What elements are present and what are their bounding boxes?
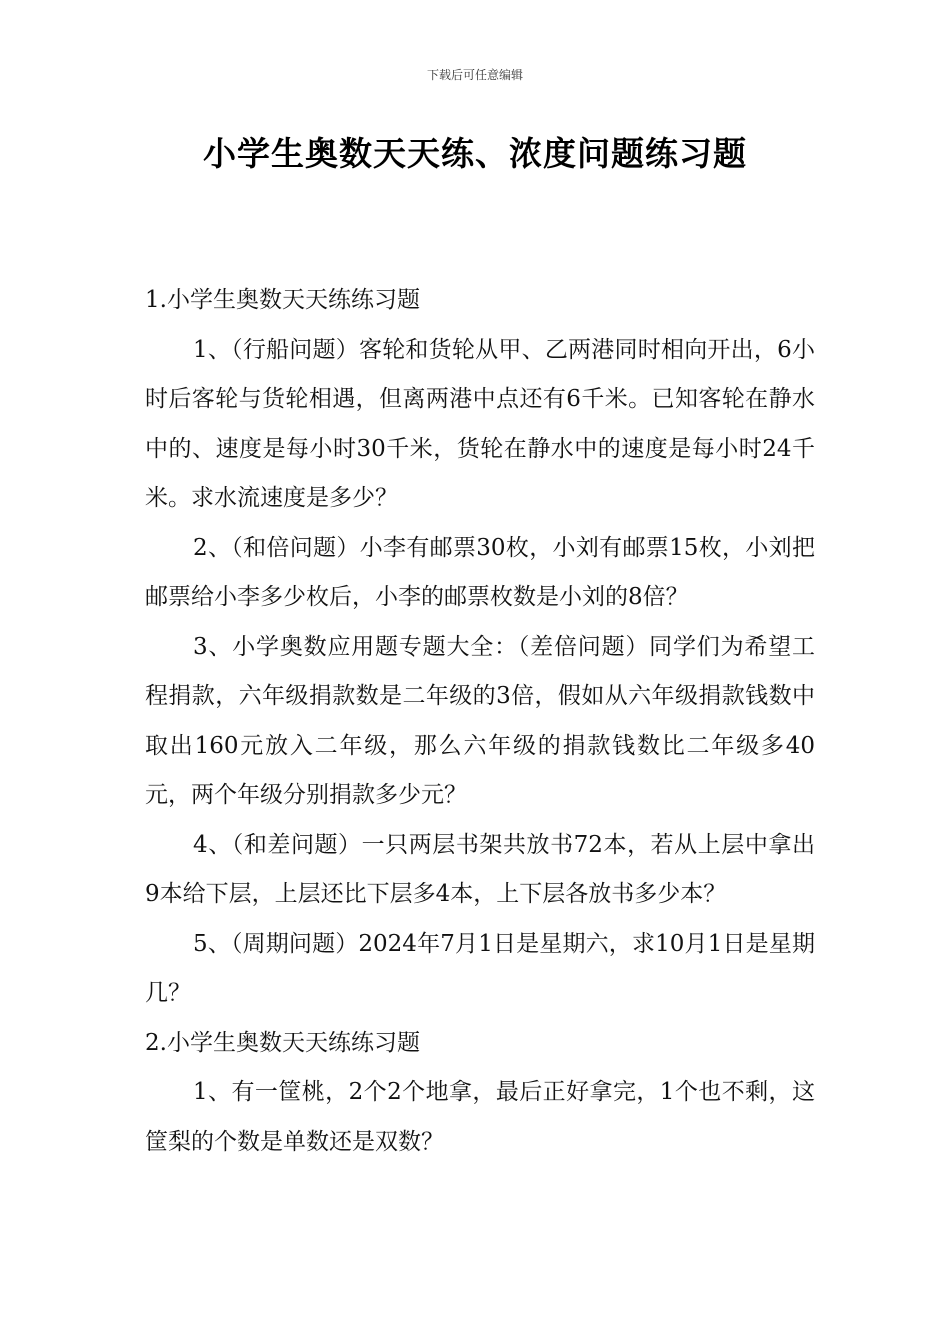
problem-paragraph: 2、（和倍问题）小李有邮票30枚，小刘有邮票15枚，小刘把邮票给小李多少枚后，小李的邮票枚数是小刘的8倍？: [145, 534, 815, 610]
problem-paragraph: 1、有一筐桃，2个2个地拿，最后正好拿完，1个也不剩，这筐梨的个数是单数还是双数？: [145, 1079, 815, 1155]
problem-paragraph: 3、小学奥数应用题专题大全：（差倍问题）同学们为希望工程捐款，六年级捐款数是二年级的3倍，假如从六年级捐款钱数中取出160元放入二年级，那么六年级的捐款钱数比二年级多40元，两个年级分别捐款多少元？: [145, 633, 815, 808]
header-note: 下载后可任意编辑: [426, 68, 523, 82]
section-heading-2: 2.小学生奥数天天练练习题: [145, 1029, 420, 1056]
document-body: [145, 276, 815, 1167]
document-title: 小学生奥数天天练、浓度问题练习题: [203, 134, 747, 173]
problem-paragraph: 5、（周期问题）2024年7月1日是星期六，求10月1日是星期几？: [145, 930, 815, 1006]
section-heading-1: 1.小学生奥数天天练练习题: [145, 287, 420, 313]
problem-paragraph: 1、（行船问题）客轮和货轮从甲、乙两港同时相向开出，6小时后客轮与货轮相遇，但离两港中点还有6千米。已知客轮在静水中的、速度是每小时30千米，货轮在静水中的速度是每小时24千米。求水流速度是多少？: [145, 336, 815, 511]
problem-paragraph: 4、（和差问题）一只两层书架共放书72本，若从上层中拿出9本给下层，上层还比下层多4本，上下层各放书多少本？: [145, 831, 815, 907]
